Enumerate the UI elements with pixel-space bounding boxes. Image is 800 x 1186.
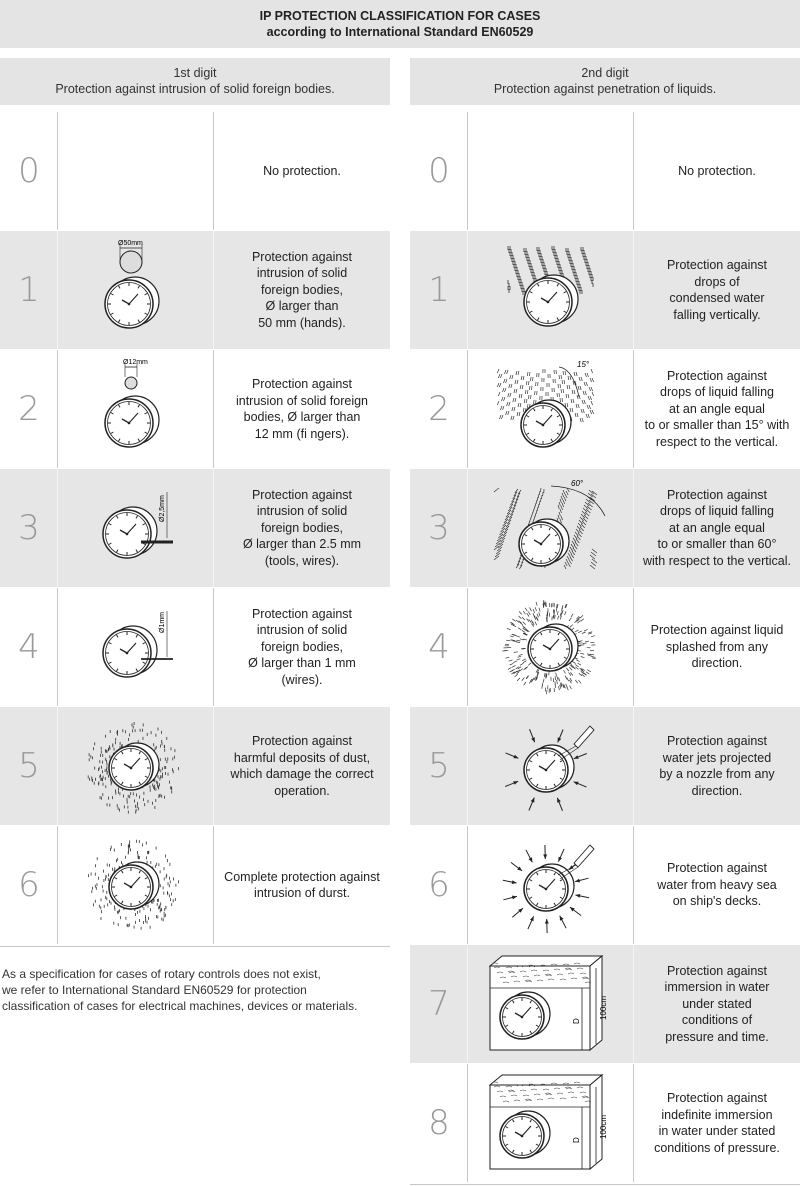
- second_digit-row-7: [410, 945, 800, 1063]
- second_digit-row-1: [410, 231, 800, 349]
- clock-immersion-icon: [468, 945, 634, 1063]
- first_digit-description-6: Complete protection against intrusion of durst.: [224, 869, 380, 900]
- first_digit-description-3: Protection against intrusion of solid foreign bodies, Ø larger than 2.5 mm (tools, wires).: [242, 487, 362, 568]
- clock-splash-icon: [468, 588, 634, 706]
- second_digit-digit-5: 5: [428, 746, 450, 786]
- first_digit-description-4: Protection against intrusion of solid foreign bodies, Ø larger than 1 mm (wires).: [248, 606, 356, 687]
- footnote: As a specification for cases of rotary controls does not exist, we refer to International Standard EN60529 for protection classification of cases for electrical machines, devices or materials.: [2, 967, 358, 1013]
- second_digit-digit-6: 6: [428, 865, 450, 905]
- second_digit-description-3: Protection against drops of liquid falling at an angle equal to or smaller than 60° with respect to the vertical.: [643, 487, 791, 568]
- svg-text:100cm: 100cm: [599, 1114, 608, 1139]
- second_digit-description-8: Protection against indefinite immersion in water under stated conditions of pressure.: [654, 1091, 780, 1155]
- first_digit-description-5: Protection against harmful deposits of dust, which damage the correct operation.: [230, 734, 374, 798]
- second_digit-description-7: Protection against immersion in water under stated conditions of pressure and time.: [664, 963, 770, 1044]
- second_digit-digit-7: 7: [428, 984, 450, 1024]
- second_digit-digit-8: 8: [428, 1103, 450, 1143]
- svg-text:60°: 60°: [571, 479, 584, 488]
- svg-text:Ø12mm: Ø12mm: [123, 359, 148, 366]
- first_digit-row-3: [0, 469, 390, 587]
- first_digit-description-2: Protection against intrusion of solid foreign bodies, Ø larger than 12 mm (fi ngers).: [235, 377, 369, 441]
- second_digit-description-2: Protection against drops of liquid falling at an angle equal to or smaller than 15° with respect to the vertical.: [644, 368, 790, 449]
- second_digit-description-1: Protection against drops of condensed water falling vertically.: [666, 258, 768, 322]
- first_digit-digit-3: 3: [18, 508, 40, 548]
- second_digit-digit-2: 2: [428, 389, 450, 429]
- second_digit-row-4: [410, 588, 800, 706]
- clock-sphere-12mm-icon: [58, 350, 214, 468]
- svg-text:Ø1mm: Ø1mm: [159, 612, 166, 633]
- clock-water-jets-icon: [468, 707, 634, 825]
- page-title: IP PROTECTION CLASSIFICATION FOR CASES: [259, 9, 541, 23]
- first_digit-row-2: [0, 350, 390, 468]
- svg-text:100cm: 100cm: [599, 995, 608, 1020]
- first_digit-row-5: [0, 707, 390, 825]
- first_digit-description-1: Protection against intrusion of solid foreign bodies, Ø larger than 50 mm (hands).: [251, 249, 353, 330]
- svg-text:Ø2,5mm: Ø2,5mm: [159, 495, 166, 522]
- first-digit-header-title: 1st digit: [173, 66, 217, 80]
- second-digit-header-title: 2nd digit: [581, 66, 629, 80]
- clock-indefinite-immersion-icon: [468, 1064, 634, 1182]
- second_digit-row-8: [410, 1064, 800, 1182]
- second_digit-description-5: Protection against water jets projected by a nozzle from any direction.: [659, 734, 775, 798]
- first_digit-row-6: [0, 826, 390, 944]
- second_digit-description-0: No protection.: [678, 163, 756, 178]
- first-digit-table-bottom-divider: [0, 946, 390, 947]
- second_digit-digit-4: 4: [428, 627, 450, 667]
- clock-wire-2-5mm-icon: [58, 469, 214, 587]
- svg-text:Ø50mm: Ø50mm: [118, 240, 143, 247]
- title-bar: [0, 0, 800, 48]
- first_digit-digit-6: 6: [18, 865, 40, 905]
- first_digit-description-0: No protection.: [263, 163, 341, 178]
- first_digit-digit-4: 4: [18, 627, 40, 667]
- second_digit-row-0: [410, 112, 800, 230]
- second-digit-header: [410, 58, 800, 105]
- second_digit-row-5: [410, 707, 800, 825]
- first_digit-digit-1: 1: [18, 270, 40, 310]
- clock-dust-dense-icon: [58, 826, 214, 944]
- svg-text:D: D: [572, 1137, 581, 1143]
- clock-sphere-50mm-icon: [58, 231, 214, 349]
- first-digit-header: [0, 58, 390, 105]
- second_digit-row-3: [410, 469, 800, 587]
- page-subtitle: according to International Standard EN60529: [266, 25, 534, 39]
- second_digit-description-6: Protection against water from heavy sea on ship's decks.: [657, 861, 777, 909]
- second_digit-row-6: [410, 826, 800, 944]
- first_digit-row-0: [0, 112, 390, 230]
- second_digit-digit-0: 0: [428, 151, 450, 191]
- second_digit-digit-1: 1: [428, 270, 450, 310]
- clock-heavy-sea-icon: [468, 826, 634, 944]
- second-digit-header-subtitle: Protection against penetration of liquids.: [493, 82, 717, 96]
- first_digit-row-1: [0, 231, 390, 349]
- second_digit-row-2: [410, 350, 800, 468]
- first_digit-row-4: [0, 588, 390, 706]
- second_digit-digit-3: 3: [428, 508, 450, 548]
- clock-drops-15deg-icon: [468, 350, 634, 468]
- second_digit-description-4: Protection against liquid splashed from any direction.: [650, 623, 784, 671]
- first_digit-digit-0: 0: [18, 151, 40, 191]
- clock-vertical-drops-icon: [468, 231, 634, 349]
- svg-text:15°: 15°: [577, 360, 590, 369]
- svg-text:D: D: [572, 1018, 581, 1024]
- clock-wire-1mm-icon: [58, 588, 214, 706]
- clock-dust-icon: [58, 707, 214, 825]
- second_digit-no-illustration: [468, 112, 634, 230]
- first_digit-digit-2: 2: [18, 389, 40, 429]
- first_digit-no-illustration: [58, 112, 214, 230]
- first-digit-header-subtitle: Protection against intrusion of solid foreign bodies.: [55, 82, 335, 96]
- second-digit-table-bottom-divider: [410, 1184, 800, 1185]
- clock-drops-60deg-icon: [468, 469, 634, 587]
- first_digit-digit-5: 5: [18, 746, 40, 786]
